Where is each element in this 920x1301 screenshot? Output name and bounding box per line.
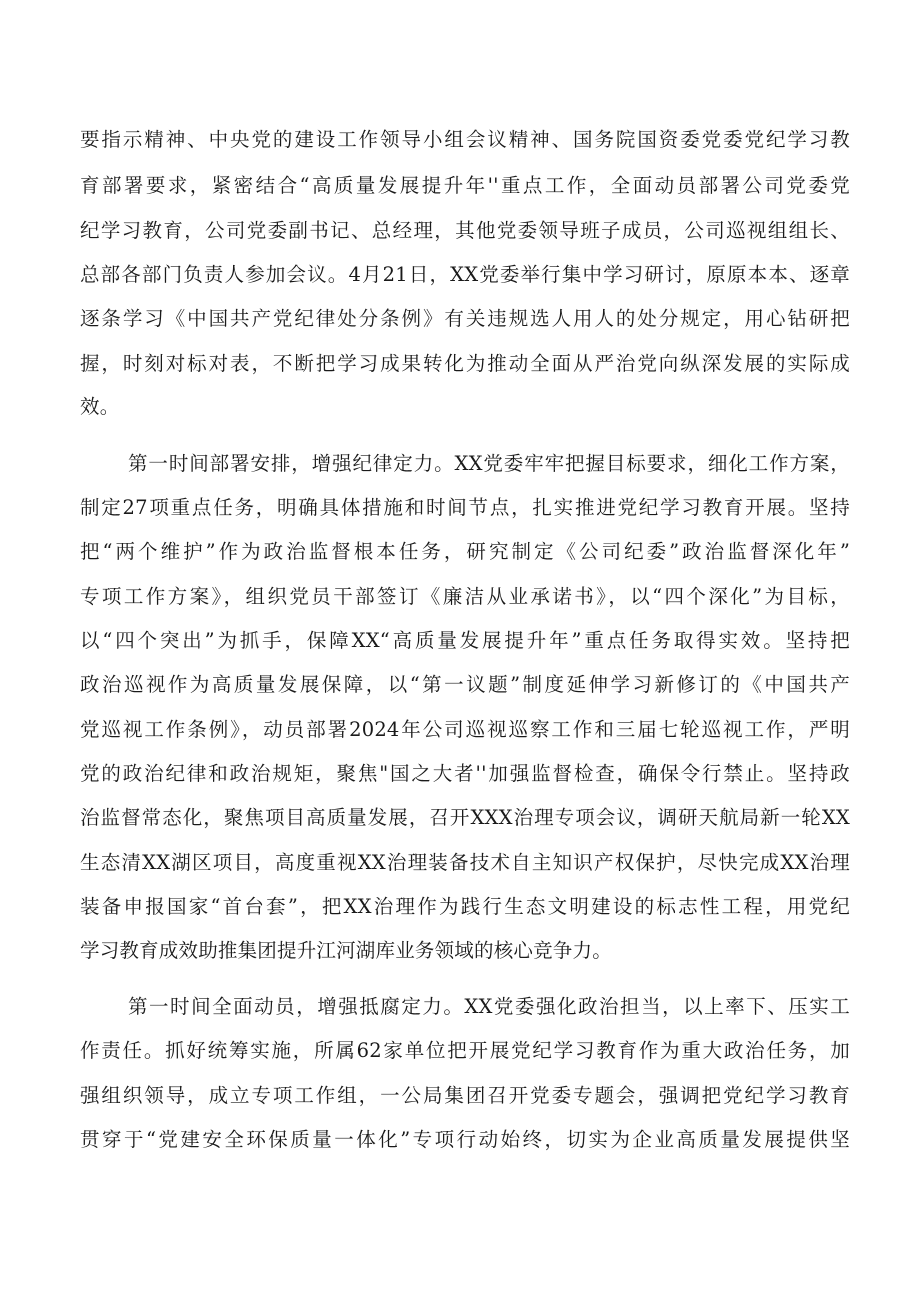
paragraph-2-line-11: 装备申报国家“首台套”，把XX治理作为践行生态文明建设的标志性工程，用党纪 [80, 895, 850, 918]
paragraph-1-line-1: 要指示精神、中央党的建设工作领导小组会议精神、国务院国资委党委党纪学习教 [80, 128, 850, 151]
paragraph-2-line-1: 第一时间部署安排，增强纪律定力。XX党委牢牢把握目标要求，细化工作方案， [128, 452, 850, 475]
paragraph-3-line-4: 贯穿于“党建安全环保质量一体化”专项行动始终，切实为企业高质量发展提供坚 [80, 1128, 850, 1151]
paragraph-2-line-9: 治监督常态化，聚焦项目高质量发展，召开XXX治理专项会议，调研天航局新一轮XX [80, 806, 850, 829]
paragraph-2-line-7: 党巡视工作条例》，动员部署2024年公司巡视巡察工作和三届七轮巡视工作，严明 [80, 718, 850, 741]
paragraph-3-line-3: 强组织领导，成立专项工作组，一公局集团召开党委专题会，强调把党纪学习教育 [80, 1084, 850, 1107]
paragraph-1-line-4: 总部各部门负责人参加会议。4月21日，XX党委举行集中学习研讨，原原本本、逐章 [80, 263, 850, 286]
paragraph-3-line-1: 第一时间全面动员，增强抵腐定力。XX党委强化政治担当，以上率下、压实工 [128, 995, 850, 1018]
paragraph-1-line-5: 逐条学习《中国共产党纪律处分条例》有关违规选人用人的处分规定，用心钻研把 [80, 307, 850, 330]
paragraph-2-line-12: 学习教育成效助推集团提升江河湖库业务领域的核心竞争力。 [80, 939, 612, 962]
paragraph-2-line-4: 专项工作方案》，组织党员干部签订《廉洁从业承诺书》，以“四个深化”为目标， [80, 585, 850, 608]
paragraph-1-line-7: 效。 [80, 395, 120, 418]
paragraph-2-line-10: 生态清XX湖区项目，高度重视XX治理装备技术自主知识产权保护，尽快完成XX治理 [80, 851, 850, 874]
paragraph-1-line-6: 握，时刻对标对表，不断把学习成果转化为推动全面从严治党向纵深发展的实际成 [80, 352, 850, 375]
paragraph-2-line-8: 党的政治纪律和政治规矩，聚焦"国之大者''加强监督检查，确保令行禁止。坚持政 [80, 762, 850, 785]
paragraph-2-line-3: 把“两个维护”作为政治监督根本任务，研究制定《公司纪委”政治监督深化年” [80, 540, 850, 563]
paragraph-2-line-2: 制定27项重点任务，明确具体措施和时间节点，扎实推进党纪学习教育开展。坚持 [80, 496, 850, 519]
paragraph-2-line-6: 政治巡视作为高质量发展保障，以“第一议题”制度延伸学习新修订的《中国共产 [80, 673, 850, 696]
paragraph-2-line-5: 以“四个突出”为抓手，保障XX“高质量发展提升年”重点任务取得实效。坚持把 [80, 629, 850, 652]
paragraph-1-line-3: 纪学习教育，公司党委副书记、总经理，其他党委领导班子成员，公司巡视组组长、 [80, 219, 850, 242]
paragraph-1-line-2: 育部署要求，紧密结合“高质量发展提升年''重点工作，全面动员部署公司党委党 [80, 174, 850, 197]
paragraph-3-line-2: 作责任。抓好统筹实施，所属62家单位把开展党纪学习教育作为重大政治任务，加 [80, 1039, 850, 1062]
